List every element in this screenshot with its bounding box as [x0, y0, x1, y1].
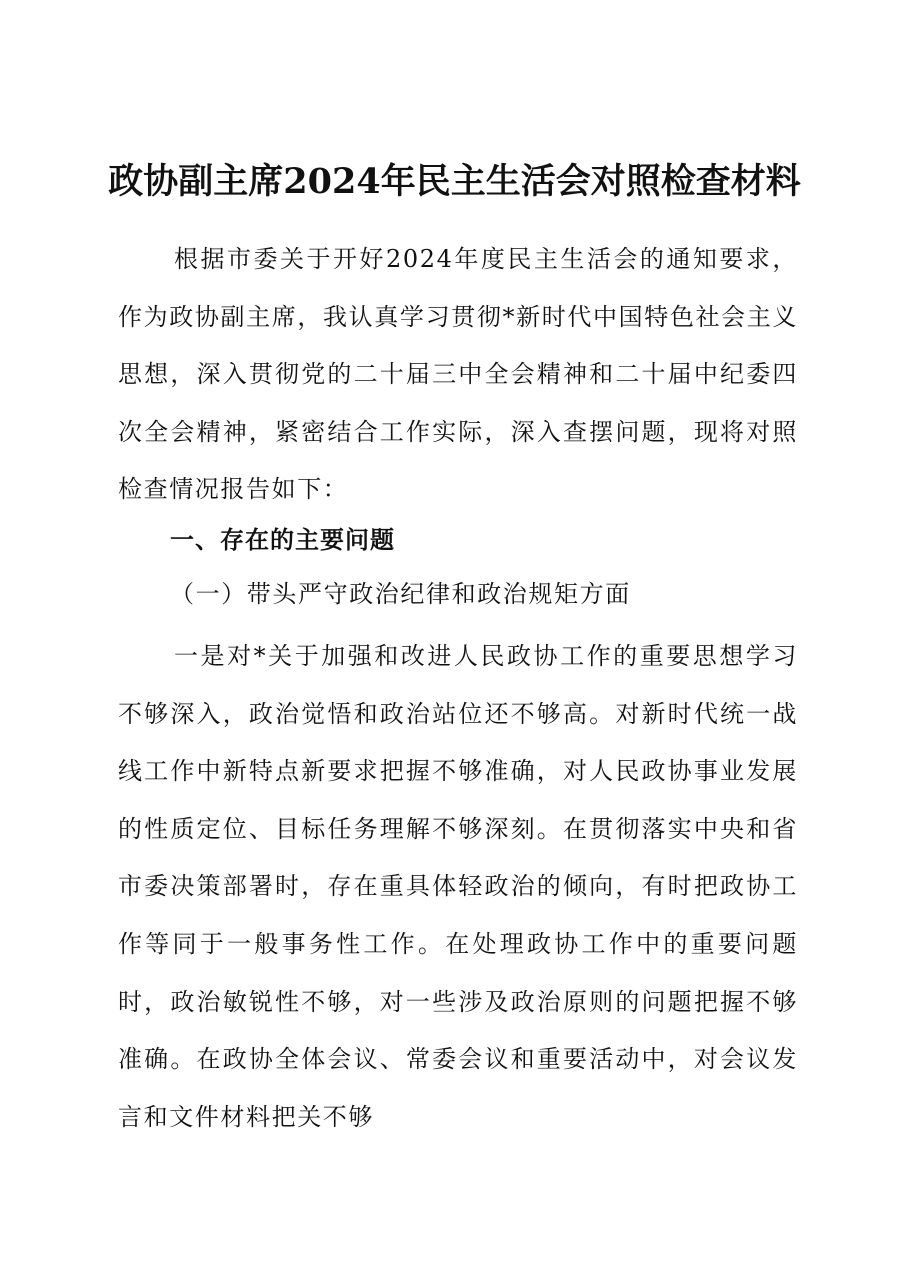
intro-paragraph: 根据市委关于开好2024年度民主生活会的通知要求，作为政协副主席，我认真学习贯彻*新时代中国特色社会主义思想，深入贯彻党的二十届三中全会精神和二十届中纪委四次全会精神，紧密结合工作实际，深入查摆问题，现将对照检查情况报告如下： [118, 245, 798, 504]
section-heading-main-problems: 一、存在的主要问题 [170, 526, 395, 554]
subsection-heading-political-discipline: （一）带头严守政治纪律和政治规矩方面 [170, 580, 631, 608]
body-paragraph-1: 一是对*关于加强和改进人民政协工作的重要思想学习不够深入，政治觉悟和政治站位还不够高。对新时代统一战线工作中新特点新要求把握不够准确，对人民政协事业发展的性质定位、目标任务理解不够深刻。在贯彻落实中央和省市委决策部署时，存在重具体轻政治的倾向，有时把政协工作等同于一般事务性工作。在处理政协工作中的重要问题时，政治敏锐性不够，对一些涉及政治原则的问题把握不够准确。在政协全体会议、常委会议和重要活动中，对会议发言和文件材料把关不够 [118, 642, 798, 1131]
intro-paragraph-block [118, 231, 798, 519]
body-paragraph-block [118, 628, 798, 1146]
document-title: 政协副主席2024年民主生活会对照检查材料 [108, 161, 801, 202]
